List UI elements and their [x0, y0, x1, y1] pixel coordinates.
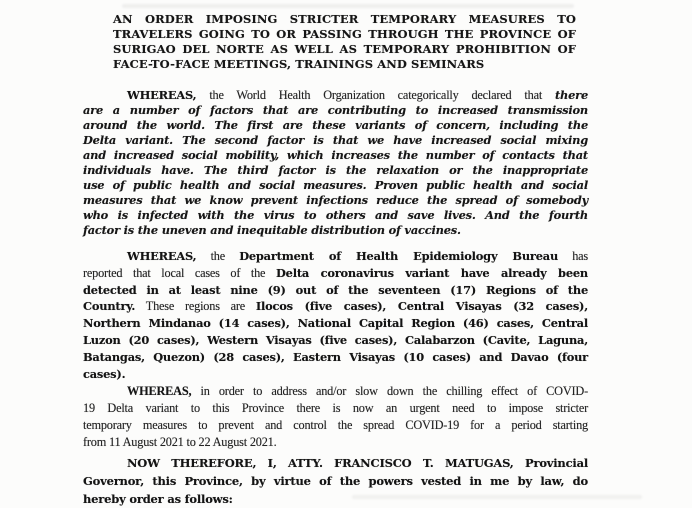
text-segment: factor is the uneven and inequitable distribution of vaccines. — [83, 223, 461, 237]
text-segment: Northern Mindanao (14 cases), National Capital Region (46) cases, Central — [83, 316, 588, 331]
text-segment: 19 Delta variant to this Province there is now an urgent need to impose stricter — [83, 401, 588, 416]
text-segment: Ilocos (five cases), Central Visayas (32 cases), — [255, 299, 588, 314]
text-line — [83, 282, 588, 299]
text-segment: measures that we know prevent infections reduce the spread of somebody — [83, 193, 588, 207]
text-segment: are a number of factors that are contributing to increased transmission — [83, 103, 588, 117]
title-line: FACE-TO-FACE MEETINGS, TRAININGS AND SEMINARS — [113, 57, 485, 71]
text-segment: Luzon (20 cases), Western Visayas (five cases), Calabarzon (Cavite, Laguna, — [83, 332, 588, 347]
text-segment: there — [554, 88, 588, 102]
text-segment: and increased social mobility, which increases the number of contacts that — [83, 148, 588, 162]
text-segment: individuals have. The third factor is the relaxation or the inappropriate — [83, 163, 588, 177]
text-line — [83, 193, 588, 208]
text-line — [83, 223, 588, 238]
text-segment: has — [558, 249, 589, 263]
text-segment: Governor, this Province, by virtue of the powers vested in me by law, do — [83, 474, 588, 489]
text-segment: who is infected with the virus to others and save lives. And the fourth — [83, 208, 588, 222]
text-line — [83, 417, 588, 434]
text-line — [83, 332, 588, 349]
text-segment: the — [196, 249, 240, 263]
scan-artifact-top — [122, 4, 574, 8]
text-line — [83, 133, 588, 148]
text-segment: WHEREAS, — [127, 249, 197, 263]
text-line — [83, 349, 588, 366]
text-segment: from 11 August 2021 to 22 August 2021. — [83, 435, 277, 450]
text-line — [83, 208, 588, 223]
text-segment: temporary measures to prevent and control the spread COVID-19 for a period starting — [83, 418, 588, 433]
text-segment: around the world. The first are these variants of concern, including the — [83, 118, 588, 132]
text-segment: use of public health and social measures. Proven public health and social — [83, 178, 588, 192]
text-segment: Delta coronavirus variant have already been — [275, 265, 588, 280]
text-line — [83, 383, 588, 400]
text-segment: Department of Health Epidemiology Bureau — [239, 249, 559, 263]
text-line — [83, 148, 588, 163]
text-segment: cases). — [83, 366, 126, 381]
text-line — [83, 315, 588, 332]
text-segment: Delta variant. The second factor is that we have increased social mixing — [83, 133, 588, 147]
scan-artifact-bottom — [352, 495, 642, 499]
text-line — [83, 490, 588, 508]
text-line — [83, 454, 588, 472]
text-segment: in order to address and/or slow down the chilling effect of COVID- — [191, 384, 588, 399]
title-line: AN ORDER IMPOSING STRICTER TEMPORARY MEASURES TO — [113, 12, 576, 26]
text-line — [83, 163, 588, 178]
text-segment: Country. — [83, 299, 136, 314]
text-segment: WHEREAS, — [127, 384, 192, 399]
text-segment: the World Health Organization categorically declared that — [196, 88, 555, 102]
text-segment: detected in at least nine (9) out of the seventeen (17) Regions of the — [83, 282, 588, 297]
text-line — [83, 400, 588, 417]
text-line — [83, 178, 588, 193]
text-line — [83, 434, 588, 451]
text-segment: WHEREAS, — [127, 88, 197, 102]
text-line — [83, 118, 588, 133]
text-line — [83, 265, 588, 282]
text-line — [83, 472, 588, 490]
text-line — [83, 366, 588, 383]
text-line — [83, 88, 588, 103]
text-line — [83, 103, 588, 118]
text-line — [83, 248, 588, 265]
text-segment: NOW THEREFORE, I, ATTY. FRANCISCO T. MATUGAS, Provincial — [127, 456, 588, 471]
document-body — [83, 88, 588, 508]
paragraph-whereas-who — [83, 88, 588, 238]
paragraph-whereas-doh — [83, 248, 588, 382]
title-line: SURIGAO DEL NORTE AS WELL AS TEMPORARY PROHIBITION OF — [113, 42, 576, 56]
text-segment: hereby order as follows: — [83, 492, 233, 507]
title-line: TRAVELERS GOING TO OR PASSING THROUGH THE PROVINCE OF — [113, 27, 576, 41]
text-line — [83, 298, 588, 315]
text-segment: These regions are — [135, 299, 256, 314]
document-title — [113, 12, 576, 72]
text-segment: reported that local cases of the — [83, 265, 276, 280]
text-segment: Batangas, Quezon) (28 cases), Eastern Visayas (10 cases) and Davao (four — [83, 349, 588, 364]
paragraph-whereas-urgent — [83, 383, 588, 451]
